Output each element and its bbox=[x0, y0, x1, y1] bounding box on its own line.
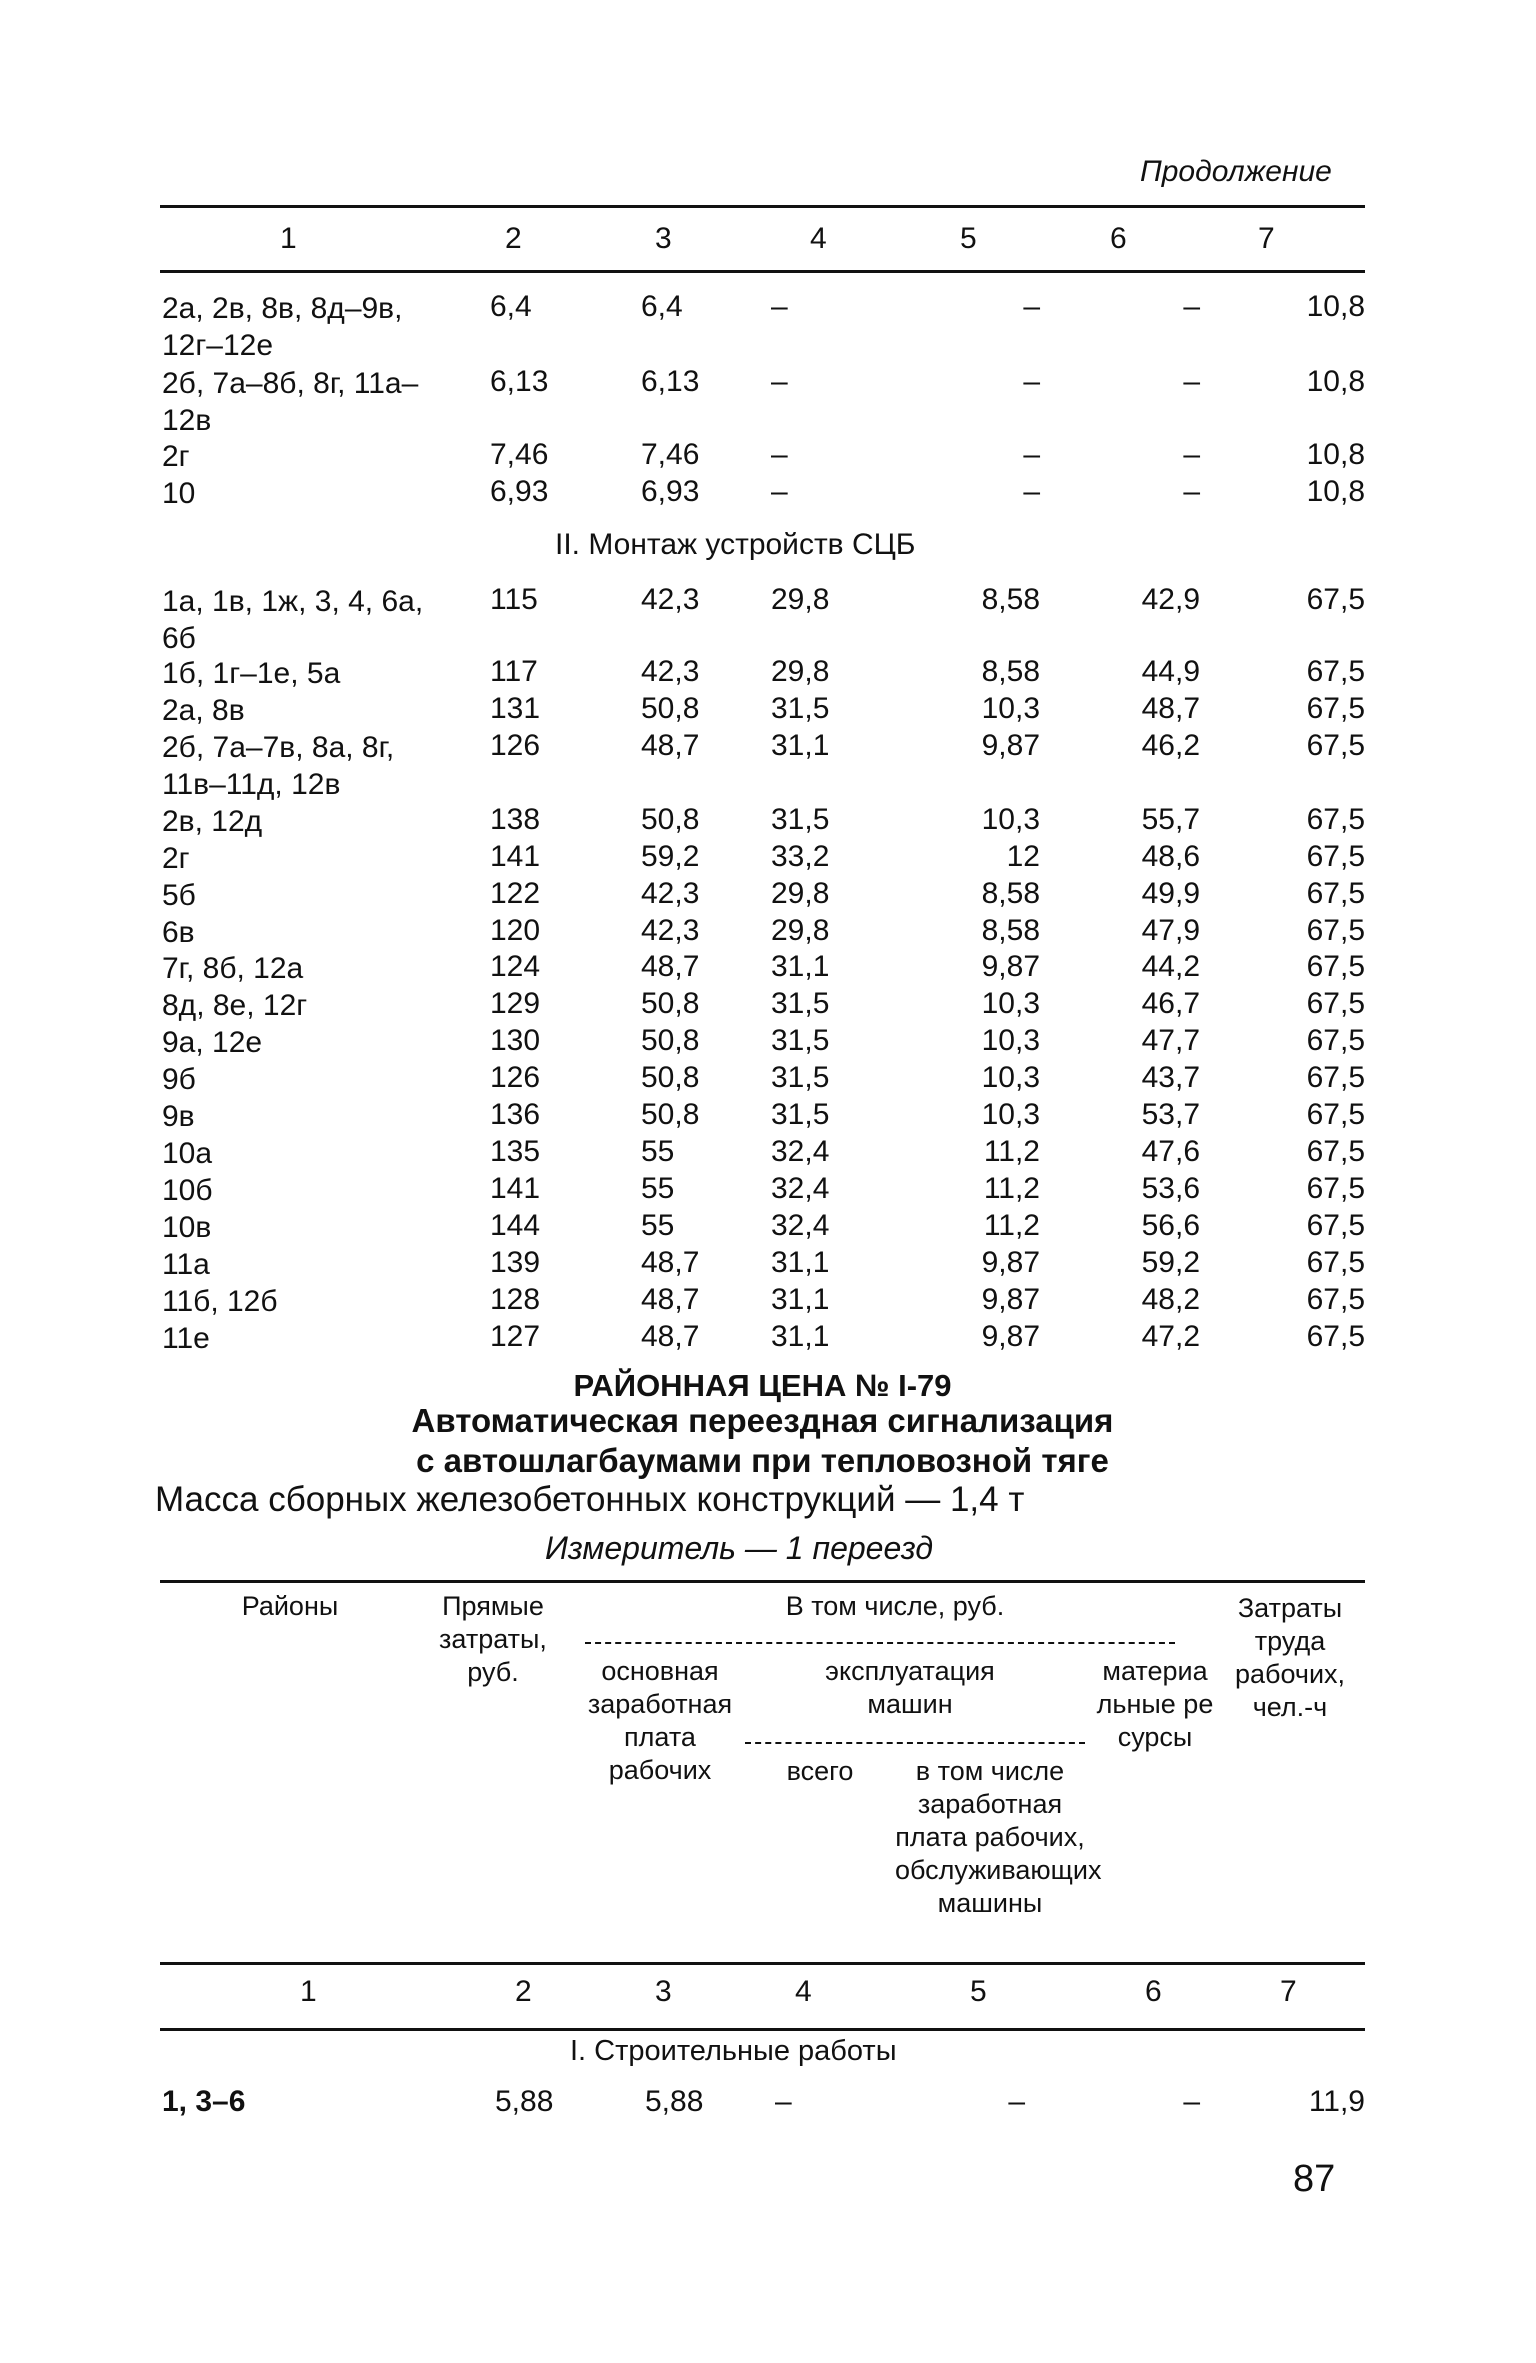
cell-machine-wage: 8,58 bbox=[981, 877, 1040, 910]
cell-base-wage: 48,7 bbox=[641, 1320, 700, 1353]
cell-region: 2а, 2в, 8в, 8д–9в, 12г–12е bbox=[162, 292, 403, 362]
cell-region: 5б bbox=[162, 879, 196, 912]
cell-direct-costs: 135 bbox=[490, 1135, 541, 1168]
cell-direct-costs: 126 bbox=[490, 1061, 541, 1094]
header-machine-operation: эксплуатация машин bbox=[825, 1656, 995, 1719]
colnum-4: 4 bbox=[810, 222, 827, 255]
machine-rule bbox=[745, 1742, 1085, 1744]
cell-direct-costs: 6,93 bbox=[490, 475, 549, 508]
cell-machine-total: – bbox=[771, 438, 788, 471]
cell-labor: 67,5 bbox=[1306, 950, 1365, 983]
cell-region: 10в bbox=[162, 1211, 212, 1244]
table-row bbox=[160, 1283, 1365, 1319]
cell-labor: 67,5 bbox=[1306, 803, 1365, 836]
cell-base-wage: 59,2 bbox=[641, 840, 700, 873]
cell-materials: 48,2 bbox=[1141, 1283, 1200, 1316]
cell-direct-costs: 139 bbox=[490, 1246, 541, 1279]
colnum-7: 7 bbox=[1258, 222, 1275, 255]
page-number: 87 bbox=[1293, 2158, 1336, 2200]
title-line-1: Автоматическая переездная сигнализация bbox=[411, 1402, 1114, 1439]
title-line-2: с автошлагбаумами при тепловозной тяге bbox=[416, 1442, 1109, 1479]
cell-labor: 67,5 bbox=[1306, 877, 1365, 910]
cell-region: 8д, 8е, 12г bbox=[162, 989, 308, 1022]
cell-materials: – bbox=[1183, 2085, 1200, 2118]
cell-machine-wage: 9,87 bbox=[981, 950, 1040, 983]
cell-machine-total: 33,2 bbox=[771, 840, 830, 873]
cell-region: 9в bbox=[162, 1100, 195, 1133]
cell-materials: 44,2 bbox=[1141, 950, 1200, 983]
cell-direct-costs: 141 bbox=[490, 840, 541, 873]
price-number-heading: РАЙОННАЯ ЦЕНА № I-79 bbox=[573, 1368, 952, 1403]
table2-top-rule bbox=[160, 1580, 1365, 1583]
cell-materials: 47,7 bbox=[1141, 1024, 1200, 1057]
cell-direct-costs: 128 bbox=[490, 1283, 541, 1316]
cell-labor: 11,9 bbox=[1308, 2085, 1365, 2118]
cell-machine-total: 31,5 bbox=[771, 1098, 830, 1131]
cell-machine-total: 31,1 bbox=[771, 950, 830, 983]
cell-region: 1а, 1в, 1ж, 3, 4, 6а, 6б bbox=[162, 585, 424, 655]
cell-region: 11е bbox=[162, 1322, 210, 1355]
cell-region: 10б bbox=[162, 1174, 213, 1207]
colnum-1: 1 bbox=[280, 222, 297, 255]
colnum-6: 6 bbox=[1110, 222, 1127, 255]
cell-base-wage: 50,8 bbox=[641, 987, 700, 1020]
cell-base-wage: 6,93 bbox=[641, 475, 700, 508]
cell-materials: 55,7 bbox=[1141, 803, 1200, 836]
cell-machine-wage: 10,3 bbox=[981, 987, 1040, 1020]
cell-machine-wage: 8,58 bbox=[981, 655, 1040, 688]
cell-materials: 47,9 bbox=[1141, 914, 1200, 947]
cell-direct-costs: 124 bbox=[490, 950, 541, 983]
table-row bbox=[160, 365, 1365, 437]
cell-materials: 44,9 bbox=[1141, 655, 1200, 688]
cell-machine-wage: – bbox=[1008, 2085, 1025, 2118]
header-total: всего bbox=[786, 1756, 854, 1786]
cell-materials: – bbox=[1183, 290, 1200, 323]
cell-base-wage: 50,8 bbox=[641, 1098, 700, 1131]
cell-region: 1б, 1г–1е, 5а bbox=[162, 657, 341, 690]
cell-machine-total: 31,5 bbox=[771, 692, 830, 725]
cell-machine-wage: 11,2 bbox=[983, 1209, 1040, 1242]
cell-labor: 67,5 bbox=[1306, 1024, 1365, 1057]
cell-direct-costs: 122 bbox=[490, 877, 541, 910]
cell-machine-total: 29,8 bbox=[771, 655, 830, 688]
cell-materials: 46,7 bbox=[1141, 987, 1200, 1020]
cell-materials: 48,6 bbox=[1141, 840, 1200, 873]
t2-colnum-5: 5 bbox=[970, 1975, 987, 2008]
cell-machine-total: 31,5 bbox=[771, 1061, 830, 1094]
cell-region: 2в, 12д bbox=[162, 805, 263, 838]
table-row bbox=[160, 655, 1365, 691]
table-row bbox=[160, 987, 1365, 1023]
cell-base-wage: 42,3 bbox=[641, 914, 700, 947]
cell-labor: 67,5 bbox=[1306, 1283, 1365, 1316]
cell-labor: 67,5 bbox=[1306, 840, 1365, 873]
cell-labor: 10,8 bbox=[1306, 475, 1365, 508]
cell-base-wage: 42,3 bbox=[641, 583, 700, 616]
cell-machine-total: – bbox=[771, 290, 788, 323]
table2-header-rule bbox=[160, 1962, 1365, 1965]
cell-labor: 10,8 bbox=[1306, 438, 1365, 471]
cell-labor: 67,5 bbox=[1306, 729, 1365, 762]
table1-top-rule bbox=[160, 205, 1365, 208]
cell-direct-costs: 129 bbox=[490, 987, 541, 1020]
cell-region: 11а bbox=[162, 1248, 210, 1281]
cell-materials: 47,2 bbox=[1141, 1320, 1200, 1353]
cell-materials: 48,7 bbox=[1141, 692, 1200, 725]
cell-materials: – bbox=[1183, 475, 1200, 508]
cell-machine-total: 31,5 bbox=[771, 987, 830, 1020]
cell-base-wage: 48,7 bbox=[641, 1283, 700, 1316]
cell-machine-total: 32,4 bbox=[771, 1209, 830, 1242]
t2-colnum-3: 3 bbox=[655, 1975, 672, 2008]
cell-region: 2б, 7а–8б, 8г, 11а–12в bbox=[162, 367, 419, 437]
cell-base-wage: 5,88 bbox=[645, 2085, 704, 2118]
table-row bbox=[160, 840, 1365, 876]
cell-region: 6в bbox=[162, 916, 195, 949]
cell-direct-costs: 6,4 bbox=[490, 290, 532, 323]
table-row bbox=[160, 1098, 1365, 1134]
cell-region: 9б bbox=[162, 1063, 196, 1096]
cell-region: 10 bbox=[162, 477, 196, 510]
cell-machine-wage: 9,87 bbox=[981, 1320, 1040, 1353]
table-row bbox=[160, 1061, 1365, 1097]
cell-direct-costs: 136 bbox=[490, 1098, 541, 1131]
table-row bbox=[160, 729, 1365, 801]
cell-direct-costs: 138 bbox=[490, 803, 541, 836]
table-row bbox=[160, 877, 1365, 913]
cell-labor: 67,5 bbox=[1306, 583, 1365, 616]
cell-machine-wage: 10,3 bbox=[981, 1098, 1040, 1131]
cell-machine-total: 31,1 bbox=[771, 1320, 830, 1353]
t2-colnum-6: 6 bbox=[1145, 1975, 1162, 2008]
t2-colnum-4: 4 bbox=[795, 1975, 812, 2008]
table-row bbox=[160, 475, 1365, 511]
header-direct-costs: Прямые затраты, руб. bbox=[439, 1591, 547, 1687]
cell-base-wage: 48,7 bbox=[641, 1246, 700, 1279]
continuation-label: Продолжение bbox=[1140, 155, 1332, 188]
table-row bbox=[160, 583, 1365, 655]
header-labor-costs: Затраты труда рабочих, чел.-ч bbox=[1234, 1593, 1346, 1722]
table-row bbox=[160, 290, 1365, 362]
cell-labor: 67,5 bbox=[1306, 692, 1365, 725]
table-row bbox=[160, 1320, 1365, 1356]
section-title-1: I. Строительные работы bbox=[570, 2035, 897, 2067]
cell-base-wage: 6,13 bbox=[641, 365, 700, 398]
cell-machine-wage: – bbox=[1023, 475, 1040, 508]
cell-base-wage: 50,8 bbox=[641, 692, 700, 725]
header-materials: материальные ресурсы bbox=[1096, 1656, 1214, 1752]
cell-base-wage: 7,46 bbox=[641, 438, 700, 471]
cell-base-wage: 50,8 bbox=[641, 803, 700, 836]
table-row bbox=[160, 1172, 1365, 1208]
header-regions: Районы bbox=[241, 1591, 339, 1621]
cell-region: 10а bbox=[162, 1137, 213, 1170]
cell-machine-wage: 9,87 bbox=[981, 1246, 1040, 1279]
cell-machine-total: 31,1 bbox=[771, 729, 830, 762]
cell-base-wage: 42,3 bbox=[641, 877, 700, 910]
cell-region: 2г bbox=[162, 440, 190, 473]
cell-materials: – bbox=[1183, 438, 1200, 471]
cell-materials: 53,6 bbox=[1141, 1172, 1200, 1205]
cell-labor: 10,8 bbox=[1306, 290, 1365, 323]
cell-direct-costs: 7,46 bbox=[490, 438, 549, 471]
cell-materials: – bbox=[1183, 365, 1200, 398]
cell-direct-costs: 6,13 bbox=[490, 365, 549, 398]
cell-direct-costs: 144 bbox=[490, 1209, 541, 1242]
cell-machine-total: 29,8 bbox=[771, 583, 830, 616]
cell-materials: 59,2 bbox=[1141, 1246, 1200, 1279]
cell-machine-total: – bbox=[775, 2085, 792, 2118]
cell-machine-wage: 10,3 bbox=[981, 1024, 1040, 1057]
cell-direct-costs: 130 bbox=[490, 1024, 541, 1057]
cell-region: 11б, 12б bbox=[162, 1285, 278, 1318]
cell-machine-total: 29,8 bbox=[771, 877, 830, 910]
cell-machine-wage: 8,58 bbox=[981, 583, 1040, 616]
cell-machine-total: – bbox=[771, 365, 788, 398]
cell-labor: 67,5 bbox=[1306, 1246, 1365, 1279]
colnum-2: 2 bbox=[505, 222, 522, 255]
header-including: В том числе, руб. bbox=[785, 1591, 1005, 1621]
cell-labor: 67,5 bbox=[1306, 1172, 1365, 1205]
cell-machine-total: 31,5 bbox=[771, 803, 830, 836]
cell-region: 1, 3–6 bbox=[162, 2085, 246, 2118]
cell-machine-total: 31,1 bbox=[771, 1246, 830, 1279]
cell-base-wage: 6,4 bbox=[641, 290, 683, 323]
cell-base-wage: 55 bbox=[641, 1209, 675, 1242]
cell-machine-wage: 10,3 bbox=[981, 803, 1040, 836]
cell-machine-wage: 9,87 bbox=[981, 1283, 1040, 1316]
table1-header-rule bbox=[160, 270, 1365, 273]
cell-materials: 49,9 bbox=[1141, 877, 1200, 910]
section-title-2: II. Монтаж устройств СЦБ bbox=[555, 528, 916, 561]
t2-colnum-2: 2 bbox=[515, 1975, 532, 2008]
cell-direct-costs: 117 bbox=[490, 655, 538, 688]
cell-base-wage: 48,7 bbox=[641, 950, 700, 983]
cell-machine-total: 29,8 bbox=[771, 914, 830, 947]
colnum-3: 3 bbox=[655, 222, 672, 255]
cell-labor: 67,5 bbox=[1306, 1209, 1365, 1242]
table-row bbox=[160, 438, 1365, 474]
cell-materials: 43,7 bbox=[1141, 1061, 1200, 1094]
cell-labor: 67,5 bbox=[1306, 914, 1365, 947]
mass-line: Масса сборных железобетонных конструкций — 1,4 т bbox=[155, 1480, 1025, 1519]
cell-labor: 67,5 bbox=[1306, 1135, 1365, 1168]
cell-labor: 67,5 bbox=[1306, 1098, 1365, 1131]
cell-materials: 46,2 bbox=[1141, 729, 1200, 762]
cell-labor: 67,5 bbox=[1306, 655, 1365, 688]
table-row bbox=[160, 803, 1365, 839]
cell-machine-total: 32,4 bbox=[771, 1172, 830, 1205]
table-row bbox=[160, 2085, 1365, 2121]
cell-machine-wage: 9,87 bbox=[981, 729, 1040, 762]
cell-labor: 67,5 bbox=[1306, 1061, 1365, 1094]
cell-region: 2г bbox=[162, 842, 190, 875]
cell-base-wage: 50,8 bbox=[641, 1024, 700, 1057]
cell-labor: 67,5 bbox=[1306, 987, 1365, 1020]
table-row bbox=[160, 1135, 1365, 1171]
table1-column-numbers bbox=[160, 222, 1365, 258]
cell-machine-total: 32,4 bbox=[771, 1135, 830, 1168]
cell-direct-costs: 141 bbox=[490, 1172, 541, 1205]
colnum-5: 5 bbox=[960, 222, 977, 255]
cell-base-wage: 55 bbox=[641, 1172, 675, 1205]
table2-column-numbers bbox=[160, 1975, 1365, 2011]
cell-region: 2а, 8в bbox=[162, 694, 245, 727]
table-row bbox=[160, 1246, 1365, 1282]
cell-base-wage: 42,3 bbox=[641, 655, 700, 688]
cell-direct-costs: 5,88 bbox=[495, 2085, 554, 2118]
incl-rule bbox=[585, 1642, 1175, 1644]
cell-direct-costs: 127 bbox=[490, 1320, 541, 1353]
cell-materials: 53,7 bbox=[1141, 1098, 1200, 1131]
cell-base-wage: 55 bbox=[641, 1135, 675, 1168]
cell-machine-wage: 8,58 bbox=[981, 914, 1040, 947]
header-machine-wage: в том числе заработная плата рабочих, обслуживающих машины bbox=[895, 1756, 1102, 1918]
header-base-wage: основная заработная плата рабочих bbox=[587, 1656, 733, 1785]
cell-direct-costs: 120 bbox=[490, 914, 541, 947]
cell-machine-total: 31,1 bbox=[771, 1283, 830, 1316]
table-row bbox=[160, 1024, 1365, 1060]
cell-base-wage: 48,7 bbox=[641, 729, 700, 762]
cell-machine-wage: 11,2 bbox=[983, 1135, 1040, 1168]
cell-direct-costs: 131 bbox=[490, 692, 541, 725]
cell-region: 7г, 8б, 12а bbox=[162, 952, 304, 985]
cell-machine-total: – bbox=[771, 475, 788, 508]
cell-region: 9а, 12е bbox=[162, 1026, 263, 1059]
cell-machine-wage: 11,2 bbox=[983, 1172, 1040, 1205]
cell-machine-wage: 12 bbox=[1006, 840, 1040, 873]
cell-materials: 56,6 bbox=[1141, 1209, 1200, 1242]
unit-line: Измеритель — 1 переезд bbox=[545, 1530, 934, 1566]
cell-materials: 47,6 bbox=[1141, 1135, 1200, 1168]
cell-machine-wage: – bbox=[1023, 365, 1040, 398]
cell-base-wage: 50,8 bbox=[641, 1061, 700, 1094]
cell-region: 2б, 7а–7в, 8а, 8г, 11в–11д, 12в bbox=[162, 731, 395, 801]
cell-machine-total: 31,5 bbox=[771, 1024, 830, 1057]
cell-direct-costs: 126 bbox=[490, 729, 541, 762]
cell-machine-wage: – bbox=[1023, 290, 1040, 323]
t2-colnum-1: 1 bbox=[300, 1975, 317, 2008]
cell-direct-costs: 115 bbox=[490, 583, 538, 616]
t2-colnum-7: 7 bbox=[1280, 1975, 1297, 2008]
table-row bbox=[160, 950, 1365, 986]
table-row bbox=[160, 914, 1365, 950]
cell-labor: 10,8 bbox=[1306, 365, 1365, 398]
cell-labor: 67,5 bbox=[1306, 1320, 1365, 1353]
table-row bbox=[160, 1209, 1365, 1245]
table-row bbox=[160, 692, 1365, 728]
table2-colnum-rule bbox=[160, 2028, 1365, 2031]
cell-machine-wage: – bbox=[1023, 438, 1040, 471]
cell-machine-wage: 10,3 bbox=[981, 692, 1040, 725]
cell-materials: 42,9 bbox=[1141, 583, 1200, 616]
cell-machine-wage: 10,3 bbox=[981, 1061, 1040, 1094]
